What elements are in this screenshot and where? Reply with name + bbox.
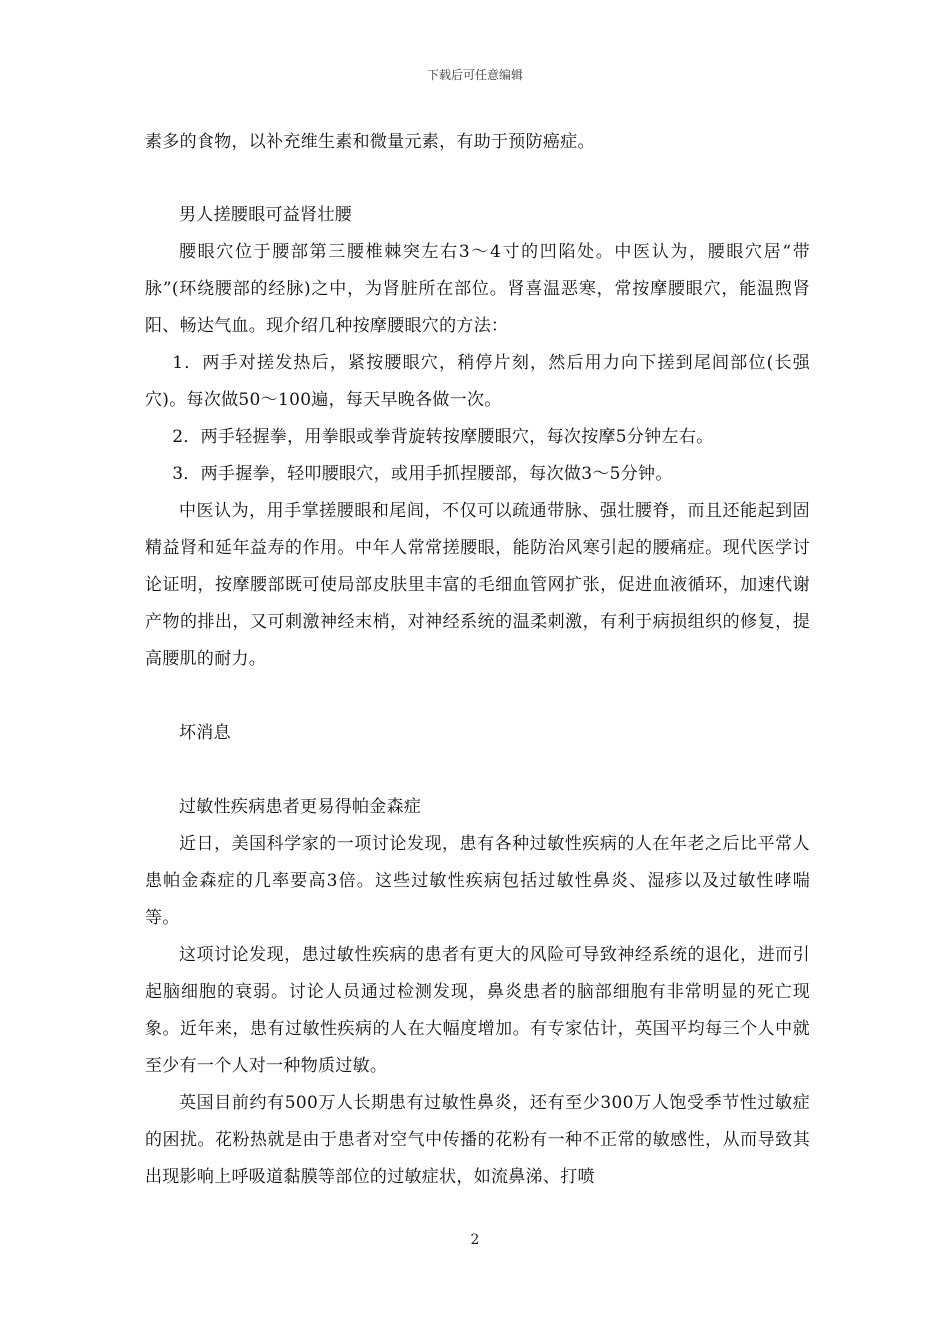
paragraph-tcm-benefits: 中医认为，用手掌搓腰眼和尾闾，不仅可以疏通带脉、强壮腰脊，而且还能起到固精益肾和延年益寿的作用。中年人常常搓腰眼，能防治风寒引起的腰痛症。现代医学讨论证明，按摩腰部既可使局部皮肤里丰富的毛细血管网扩张，促进血液循环，加速代谢产物的排出，又可刺激神经末梢，对神经系统的温柔刺激，有利于病损组织的修复，提高腰肌的耐力。 [145, 501, 810, 669]
section-heading-bad-news: 坏消息 [179, 723, 231, 743]
spacer [145, 678, 810, 715]
list-item-method-3: 3．两手握拳，轻叩腰眼穴，或用手抓捏腰部，每次做3～5分钟。 [172, 464, 673, 484]
spacer [145, 161, 810, 197]
section-heading-kidney: 男人搓腰眼可益肾壮腰 [179, 205, 352, 225]
paragraph-study-detail: 这项讨论发现，患过敏性疾病的患者有更大的风险可导致神经系统的退化，进而引起脑细胞的衰弱。讨论人员通过检测发现，鼻炎患者的脑部细胞有非常明显的死亡现象。近年来，患有过敏性疾病的人在大幅度增加。有专家估计，英国平均每三个人中就至少有一个人对一种物质过敏。 [145, 945, 810, 1076]
page-number: 2 [470, 1232, 480, 1248]
paragraph-uk-statistics: 英国目前约有500万人长期患有过敏性鼻炎，还有至少300万人饱受季节性过敏症的困扰。花粉热就是由于患者对空气中传播的花粉有一种不正常的敏感性，从而导致其出现影响上呼吸道黏膜等部位的过敏症状，如流鼻涕、打喷 [145, 1093, 810, 1187]
document-body [145, 124, 810, 1196]
paragraph-continuation: 素多的食物，以补充维生素和微量元素，有助于预防癌症。 [145, 132, 595, 152]
section-heading-parkinson: 过敏性疾病患者更易得帕金森症 [179, 797, 422, 817]
spacer [145, 752, 810, 789]
page-header-note: 下载后可任意编辑 [426, 68, 523, 82]
list-item-method-1: 1．两手对搓发热后，紧按腰眼穴，稍停片刻，然后用力向下搓到尾闾部位(长强穴)。每次做50～100遍，每天早晚各做一次。 [145, 353, 810, 410]
paragraph-yaoyan-intro: 腰眼穴位于腰部第三腰椎棘突左右3～4寸的凹陷处。中医认为，腰眼穴居“带脉”(环绕腰部的经脉)之中，为肾脏所在部位。肾喜温恶寒，常按摩腰眼穴，能温煦肾阳、畅达气血。现介绍几种按摩腰眼穴的方法： [145, 242, 810, 336]
paragraph-study-finding: 近日，美国科学家的一项讨论发现，患有各种过敏性疾病的人在年老之后比平常人患帕金森症的几率要高3倍。这些过敏性疾病包括过敏性鼻炎、湿疹以及过敏性哮喘等。 [145, 834, 810, 928]
list-item-method-2: 2．两手轻握拳，用拳眼或拳背旋转按摩腰眼穴，每次按摩5分钟左右。 [172, 427, 714, 447]
